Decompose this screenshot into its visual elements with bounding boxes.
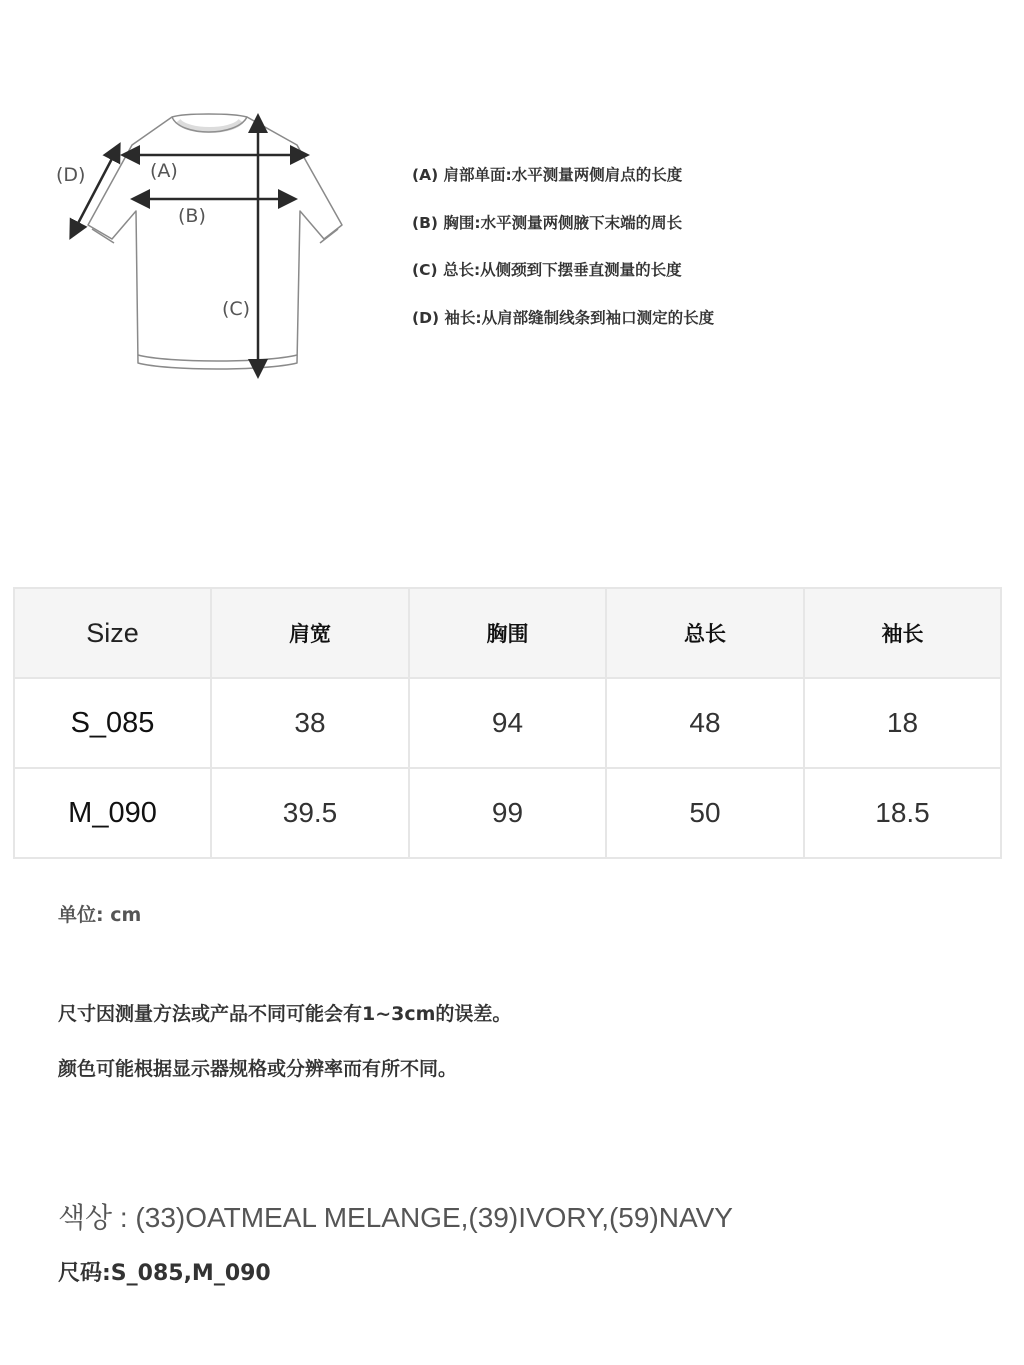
label-a: (A) (150, 160, 178, 182)
legend-item-d: (D) 袖长:从肩部缝制线条到袖口测定的长度 (412, 308, 715, 327)
header-length: 总长 (606, 588, 804, 678)
note-measurement-error: 尺寸因测量方法或产品不同可能会有1~3cm的误差。 (58, 1003, 512, 1025)
table-cell: 94 (409, 678, 606, 768)
label-c: (C) (222, 298, 251, 320)
size-options: 尺码:S_085,M_090 (58, 1261, 271, 1286)
tshirt-measurement-diagram (50, 105, 360, 390)
header-size: Size (14, 588, 211, 678)
unit-label: 单位: cm (58, 904, 142, 926)
table-cell: 39.5 (211, 768, 409, 858)
header-chest: 胸围 (409, 588, 606, 678)
table-row (14, 678, 1001, 768)
table-cell: 99 (409, 768, 606, 858)
table-cell: 48 (606, 678, 804, 768)
legend-item-a: (A) 肩部单面:水平测量两侧肩点的长度 (412, 166, 683, 184)
table-header-row (14, 588, 1001, 678)
tshirt-outline (88, 114, 342, 369)
legend-item-c: (C) 总长:从侧颈到下摆垂直测量的长度 (412, 261, 682, 279)
color-options: 색상 : (33)OATMEAL MELANGE,(39)IVORY,(59)NAVY (58, 1202, 733, 1233)
table-cell: 18 (804, 678, 1001, 768)
table-row (14, 768, 1001, 858)
table-cell-size: S_085 (14, 678, 211, 768)
table-cell: 18.5 (804, 768, 1001, 858)
table-cell-size: M_090 (14, 768, 211, 858)
header-sleeve: 袖长 (804, 588, 1001, 678)
label-b: (B) (178, 205, 206, 227)
measurement-legend (412, 162, 972, 352)
label-d: (D) (56, 164, 86, 186)
table-cell: 50 (606, 768, 804, 858)
size-table (13, 587, 1002, 859)
header-shoulder: 肩宽 (211, 588, 409, 678)
note-color-difference: 颜色可能根据显示器规格或分辨率而有所不同。 (58, 1058, 458, 1080)
legend-item-b: (B) 胸围:水平测量两侧腋下末端的周长 (412, 213, 683, 232)
table-cell: 38 (211, 678, 409, 768)
